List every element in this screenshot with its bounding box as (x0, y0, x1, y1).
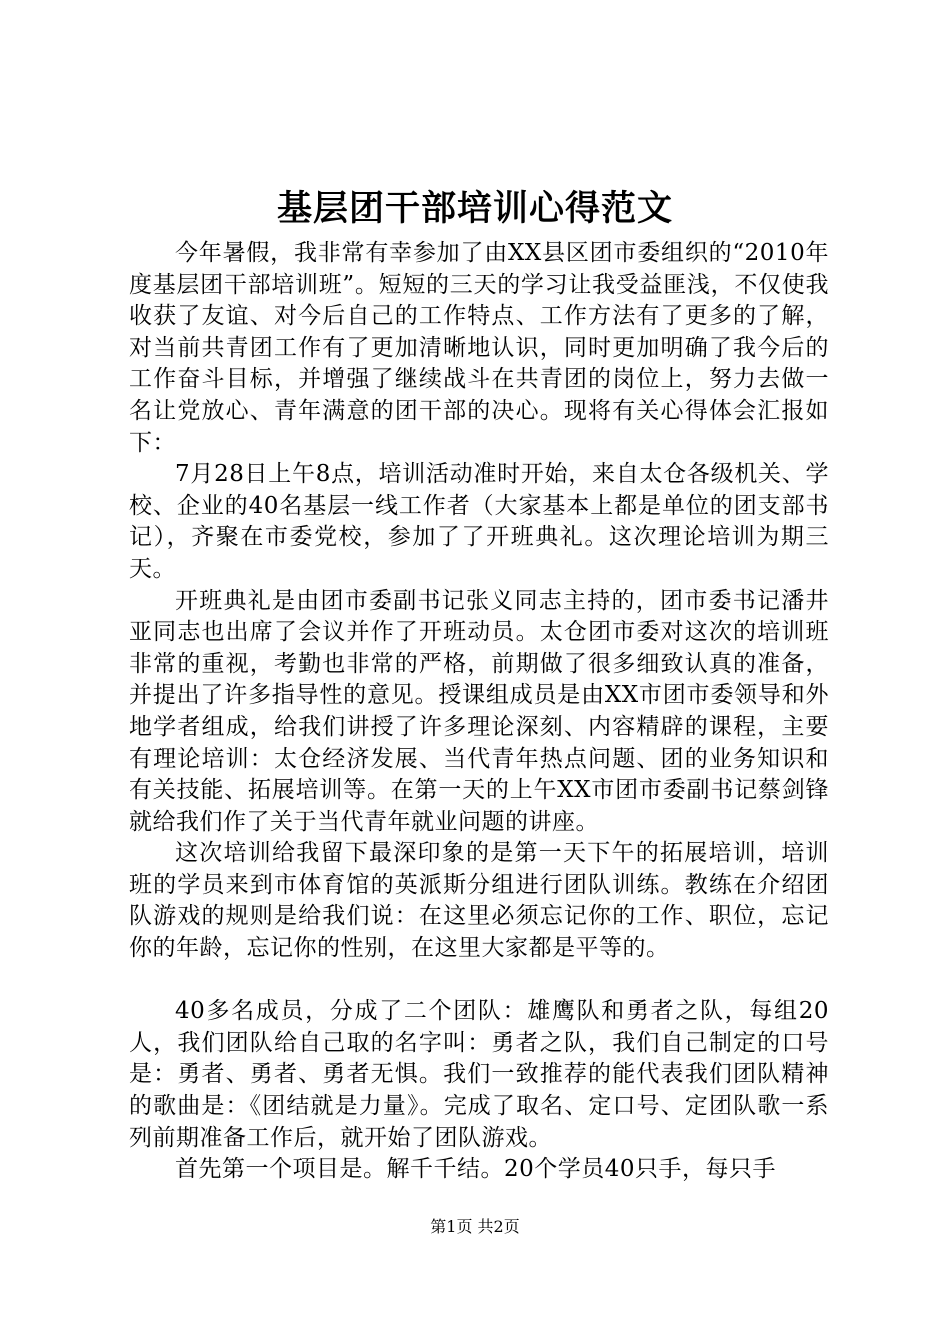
document-body (129, 238, 829, 1186)
document-title: 基层团干部培训心得范文 (276, 188, 673, 229)
paragraph: 7月28日上午8点，培训活动准时开始，来自太仓各级机关、学校、企业的40名基层一线工作者（大家基本上都是单位的团支部书记），齐聚在市委党校，参加了了开班典礼。这次理论培训为期三天。 (129, 461, 829, 582)
page-number-footer: 第1页 共2页 (430, 1217, 520, 1236)
paragraph: 今年暑假，我非常有幸参加了由XX县区团市委组织的“2010年度基层团干部培训班”。短短的三天的学习让我受益匪浅，不仅使我收获了友谊、对今后自己的工作特点、工作方法有了更多的了解，对当前共青团工作有了更加清晰地认识，同时更加明确了我今后的工作奋斗目标，并增强了继续战斗在共青团的岗位上，努力去做一名让党放心、青年满意的团干部的决心。现将有关心得体会汇报如下： (129, 240, 829, 456)
paragraph: 40多名成员，分成了二个团队：雄鹰队和勇者之队，每组20人，我们团队给自己取的名字叫：勇者之队，我们自己制定的口号是：勇者、勇者、勇者无惧。我们一致推荐的能代表我们团队精神的歌曲是：《团结就是力量》。完成了取名、定口号、定团队歌一系列前期准备工作后，就开始了团队游戏。 (129, 998, 829, 1151)
paragraph: 开班典礼是由团市委副书记张义同志主持的，团市委书记潘井亚同志也出席了会议并作了开班动员。太仓团市委对这次的培训班非常的重视，考勤也非常的严格，前期做了很多细致认真的准备，并提出了许多指导性的意见。授课组成员是由XX市团市委领导和外地学者组成，给我们讲授了许多理论深刻、内容精辟的课程，主要有理论培训：太仓经济发展、当代青年热点问题、团的业务知识和有关技能、拓展培训等。在第一天的上午XX市团市委副书记蔡剑锋就给我们作了关于当代青年就业问题的讲座。 (129, 587, 829, 835)
paragraph: 这次培训给我留下最深印象的是第一天下午的拓展培训，培训班的学员来到市体育馆的英派斯分组进行团队训练。教练在介绍团队游戏的规则是给我们说：在这里必须忘记你的工作、职位，忘记你的年龄，忘记你的性别，在这里大家都是平等的。 (129, 840, 829, 962)
paragraph: 首先第一个项目是。解千千结。20个学员40只手，每只手 (175, 1156, 777, 1183)
